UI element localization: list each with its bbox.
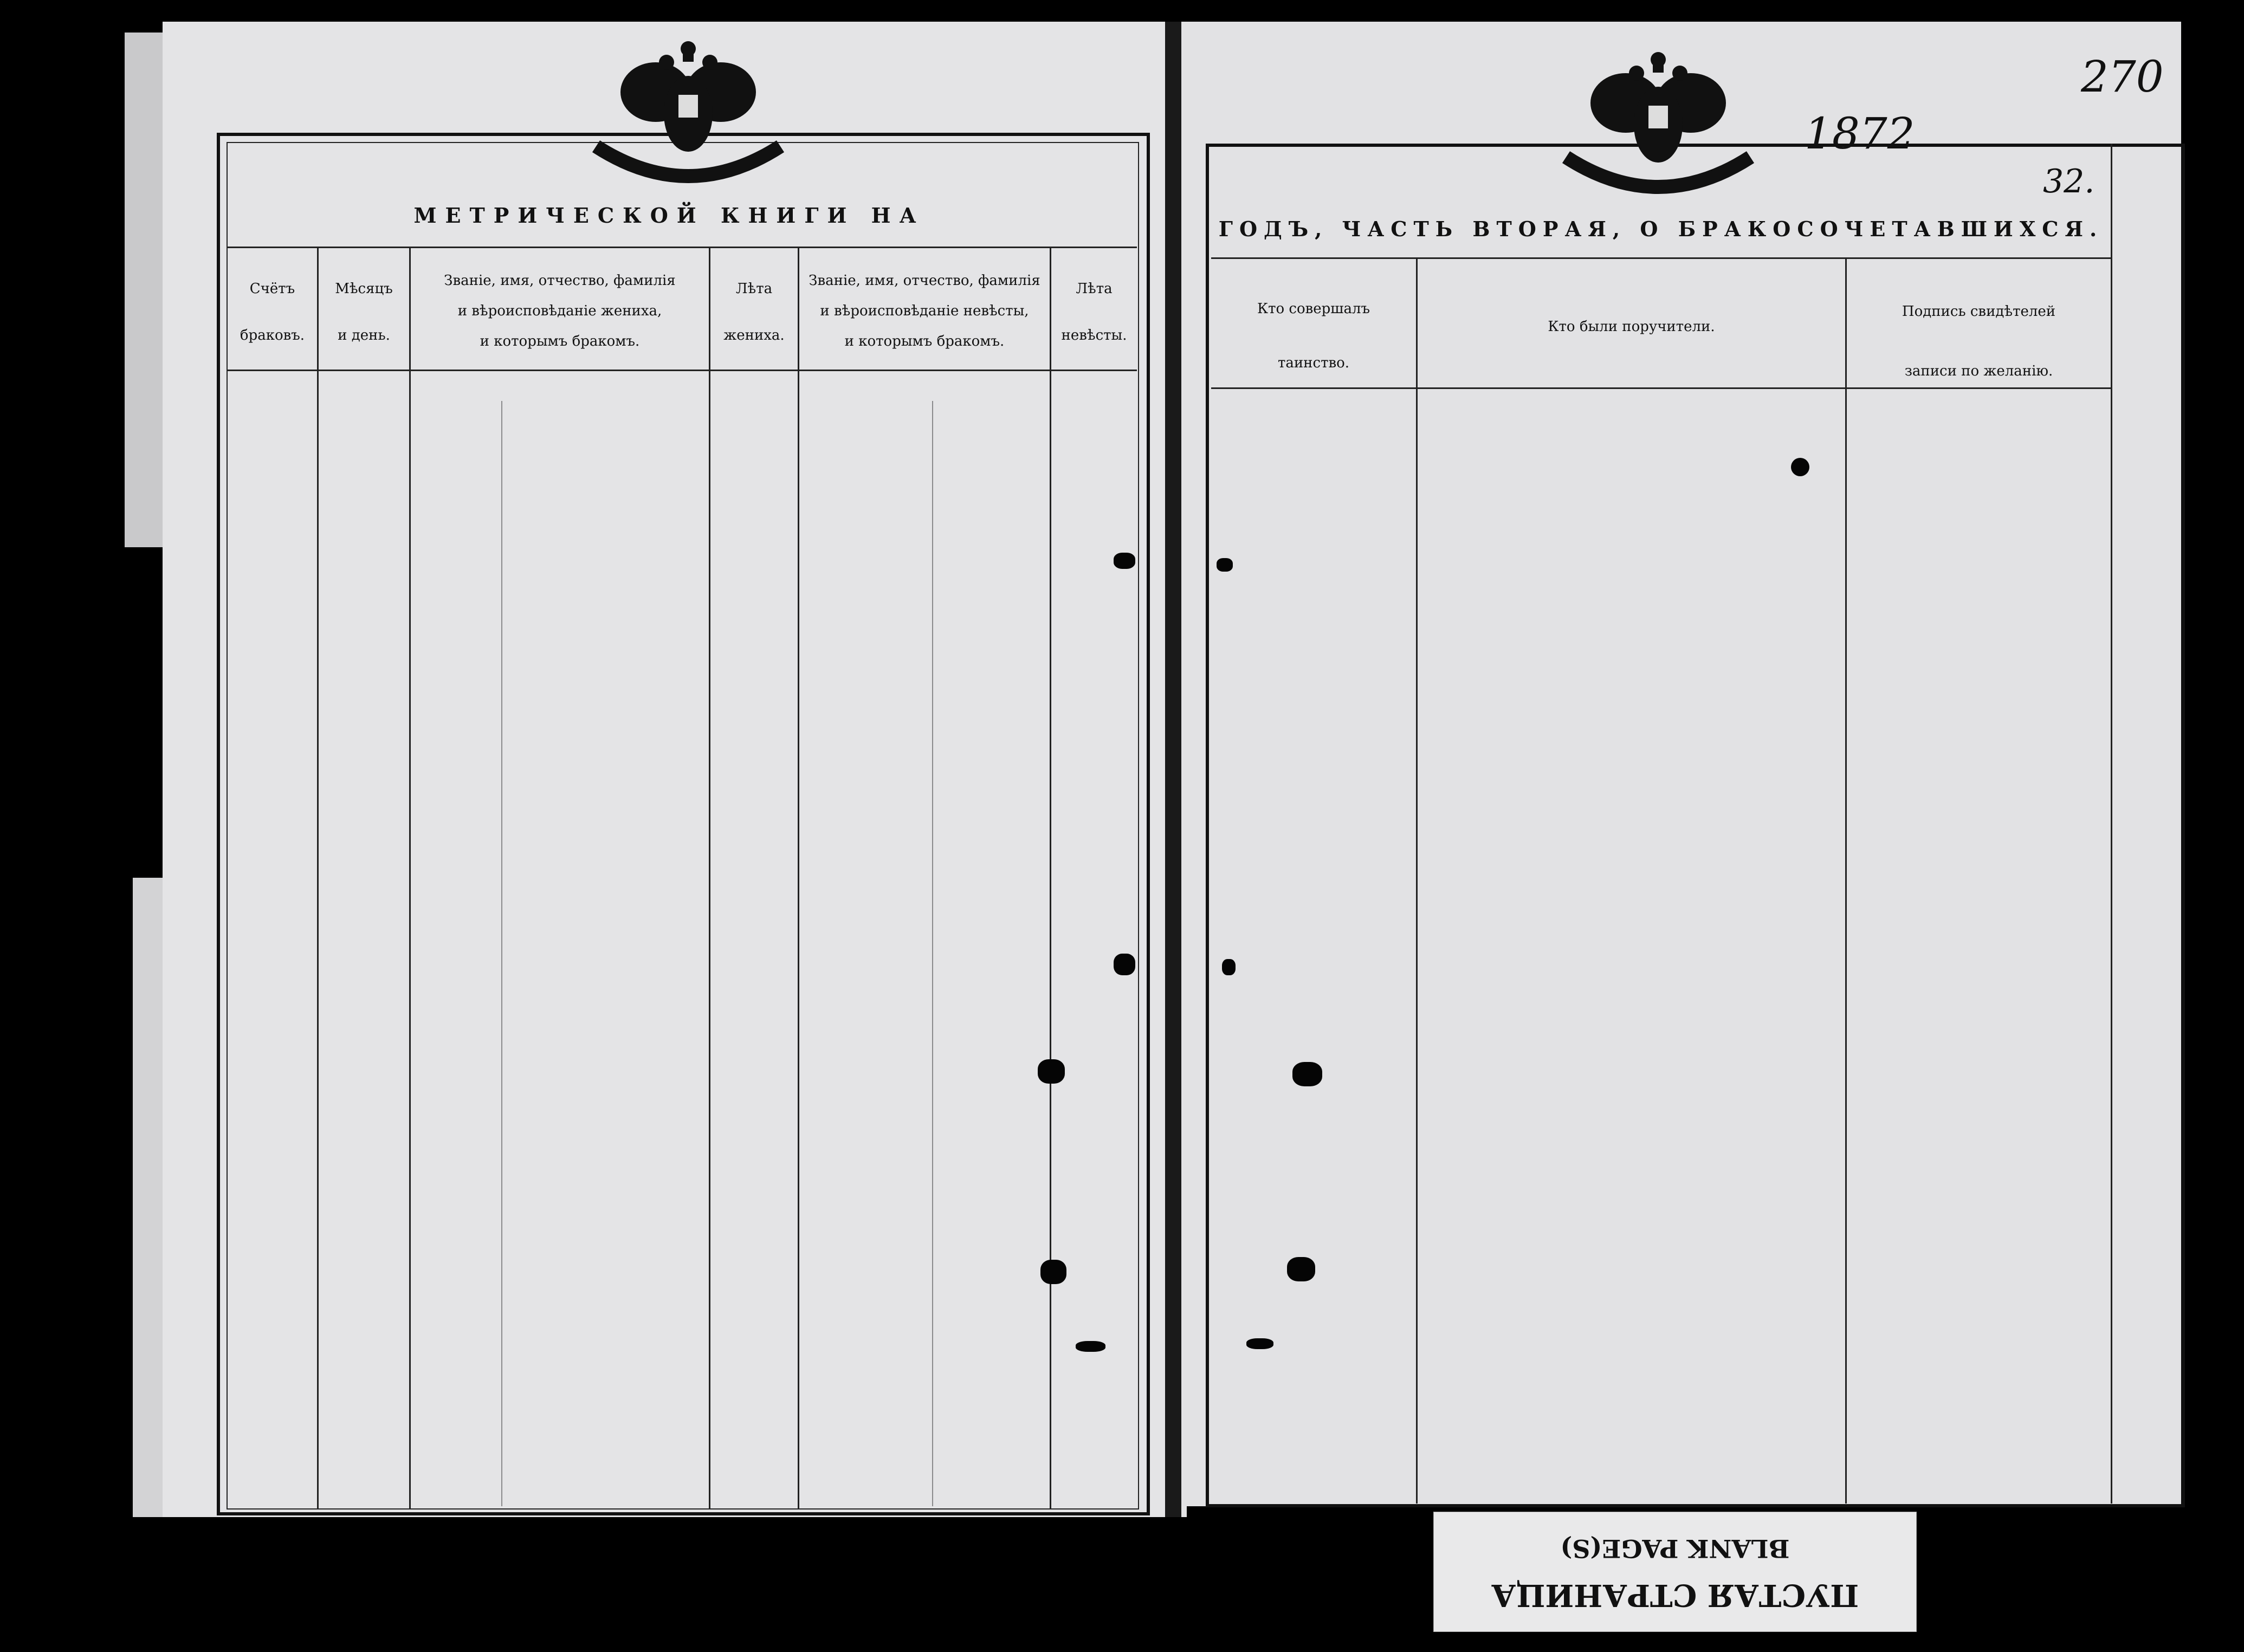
imperial-eagle-emblem-left <box>585 33 791 190</box>
binding-hole <box>1040 1260 1066 1284</box>
column-header-groom-info <box>411 265 709 357</box>
binding-hole <box>1246 1338 1273 1349</box>
column-header-text: Званіе, имя, отчество, фамилія и вѣроисповѣданіе невѣсты, и которымъ бракомъ. <box>809 273 1040 349</box>
column-header-text: Лѣта жениха. <box>723 281 785 344</box>
left-col-line <box>1050 247 1051 1509</box>
left-col-line <box>317 247 319 1509</box>
binding-hole <box>1114 553 1135 569</box>
right-header-divider <box>1211 257 2111 259</box>
left-faint-line <box>501 401 502 1506</box>
column-header-marriage-count <box>228 265 317 359</box>
column-header-bride-info <box>799 265 1050 357</box>
left-col-line <box>798 247 799 1509</box>
handwritten-page-number: 270 <box>2081 51 2164 102</box>
right-col-line <box>1845 257 1847 1504</box>
binding-hole <box>1287 1257 1315 1281</box>
right-page-title: ГОДЪ, ЧАСТЬ ВТОРАЯ, О БРАКОСОЧЕТАВШИХСЯ. <box>1218 217 2104 241</box>
imperial-eagle-emblem-right <box>1555 43 1761 200</box>
left-columns-divider <box>227 370 1137 371</box>
column-header-month-day <box>319 265 409 359</box>
stamp-line-blank-pages-en: BLANK PAGE(S) <box>1560 1534 1790 1563</box>
binding-hole <box>1076 1341 1105 1352</box>
left-page-title: МЕТРИЧЕСКОЙ КНИГИ НА <box>413 203 925 228</box>
column-header-text: Кто были поручители. <box>1548 319 1715 335</box>
binding-hole <box>1292 1062 1322 1086</box>
binding-hole <box>1217 558 1233 572</box>
stamp-line-blank-page-ru: ПУСТАЯ СТРАНИЦА <box>1491 1577 1859 1613</box>
handwritten-page-index: 32. <box>2043 163 2095 200</box>
right-col-line <box>2111 144 2112 1504</box>
column-header-text: Счётъ браковъ. <box>240 281 305 344</box>
page-edge-strip <box>125 33 165 547</box>
right-col-line <box>1416 257 1418 1504</box>
binding-hole <box>1038 1059 1065 1084</box>
column-header-text: Лѣта невѣсты. <box>1061 281 1127 344</box>
left-col-line <box>709 247 710 1509</box>
left-header-divider <box>227 247 1137 248</box>
column-header-text: Кто совершалъ таинство. <box>1257 301 1370 371</box>
column-header-text: Мѣсяцъ и день. <box>335 281 393 344</box>
ink-blot <box>1791 458 1809 476</box>
blank-page-stamp <box>1433 1512 1917 1632</box>
binding-hole <box>1114 954 1135 975</box>
binding-hole <box>1222 959 1236 975</box>
left-col-line <box>409 247 411 1509</box>
column-header-officiant <box>1211 282 1416 390</box>
column-header-groom-age <box>710 265 798 359</box>
handwritten-year: 1872 <box>1805 108 1915 159</box>
page-gutter <box>1165 22 1181 1517</box>
column-header-witness-signatures <box>1847 282 2111 401</box>
column-header-text: Званіе, имя, отчество, фамилія и вѣроисповѣданіе жениха, и которымъ бракомъ. <box>444 273 676 349</box>
column-header-sponsors <box>1418 303 1845 350</box>
column-header-bride-age <box>1051 265 1137 359</box>
page-edge-strip <box>133 878 165 1517</box>
column-header-text: Подпись свидѣтелей записи по желанію. <box>1902 303 2056 379</box>
left-faint-line <box>932 401 933 1506</box>
